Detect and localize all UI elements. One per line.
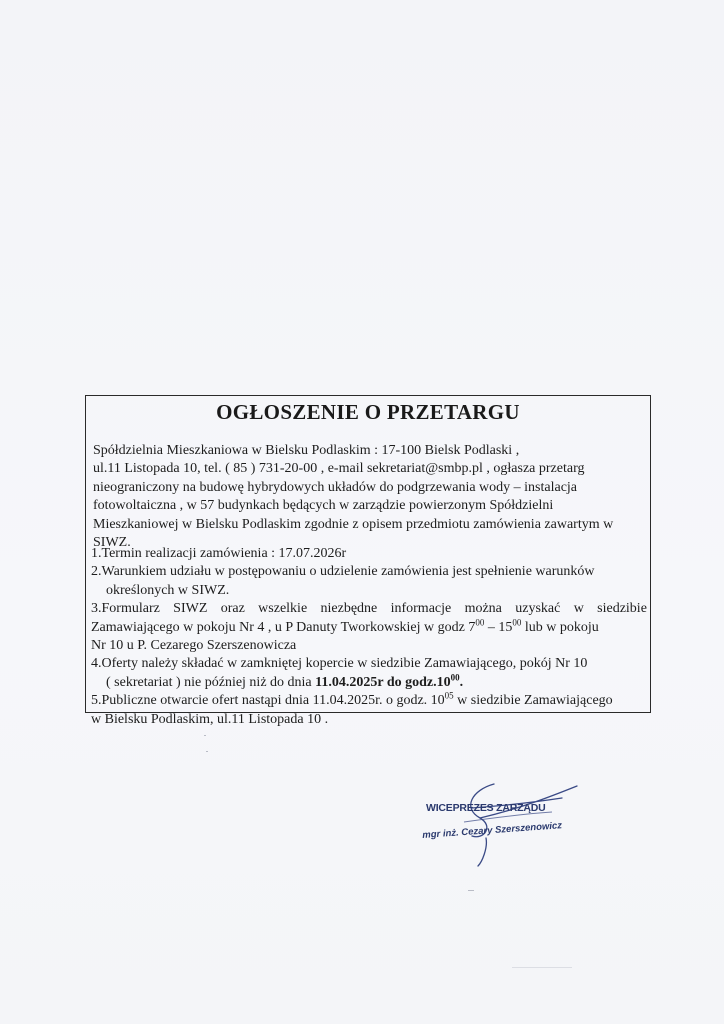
scan-speck [512,967,572,968]
item-siwz-info-cont [91,616,647,637]
intro-line: nieograniczony na budowę hybrydowych układów do podgrzewania wody – instalacja [93,479,578,495]
word: siedzibie [597,601,647,617]
word: oraz [220,601,245,617]
intro-line: fotowoltaiczna , w 57 budynkach będących w zarządzie powierzonym Spółdzielni [93,498,554,514]
superscript: 00 [512,616,522,627]
word: uzyskać [515,601,561,617]
item-offer-opening [91,692,647,710]
notice-items [91,545,647,729]
superscript: 05 [444,690,454,701]
word: wszelkie [258,601,308,617]
item-conditions: 2.Warunkiem udziału w postępowaniu o udzielenie zamówienia jest spełnienie warunków [91,564,595,580]
scan-speck [206,751,208,752]
item-siwz-info-cont: Nr 10 u P. Cezarego Szerszenowicza [91,638,297,654]
superscript: 00 [475,616,485,627]
item-siwz-info [91,600,647,618]
item-offer-opening-cont: w Bielsku Podlaskim, ul.11 Listopada 10 . [91,711,329,727]
word: informacje [390,601,452,617]
signature-stamp [402,778,602,868]
notice-title: OGŁOSZENIE O PRZETARGU [216,400,520,424]
text: ( sekretariat ) nie później niż do dnia [106,674,316,690]
word: 3.Formularz [91,601,160,617]
text: 5.Publiczne otwarcie ofert nastąpi dnia 11.04.2025r. o godz. 10 [91,693,445,709]
stamp-name: mgr inż. Cezary Szerszenowicz [422,820,563,841]
intro-line: ul.11 Listopada 10, tel. ( 85 ) 731-20-00 , e-mail sekretariat@smbp.pl , ogłasza przetarg [93,461,585,477]
item-completion-date: 1.Termin realizacji zamówienia : 17.07.2026r [91,546,347,561]
word: SIWZ [173,601,208,617]
scan-speck [204,735,206,736]
deadline-bold: 11.04.2025r do $godz.10^{00}$. [315,672,464,690]
item-offer-submission: 4.Oferty należy składać w zamkniętej kopercie w siedzibie Zamawiającego, pokój Nr 10 [91,656,588,672]
handwritten-signature [402,778,602,868]
scan-speck [468,890,474,891]
word: w [573,601,584,617]
word: można [464,601,502,617]
tender-notice-box [85,395,651,727]
text: – 15 [484,619,513,635]
intro-line: Spółdzielnia Mieszkaniowa w Bielsku Podlaskim : 17-100 Bielsk Podlaski , [93,443,520,458]
text: lub w pokoju [521,619,599,635]
item-conditions-cont: określonych w SIWZ. [106,582,230,598]
intro-line: SIWZ. [93,535,131,551]
stamp-title: WICEPREZES ZARZĄDU [426,802,546,814]
notice-intro [93,442,645,552]
intro-line: Mieszkaniowej w Bielsku Podlaskim zgodnie z opisem przedmiotu zamówienia zawartym w [93,516,614,532]
text: Zamawiającego w pokoju Nr 4 , u P Danuty Tworkowskiej w godz 7 [91,619,476,635]
item-offer-deadline [91,674,647,692]
word: niezbędne [320,601,378,617]
text: w siedzibie Zamawiającego [453,693,613,709]
